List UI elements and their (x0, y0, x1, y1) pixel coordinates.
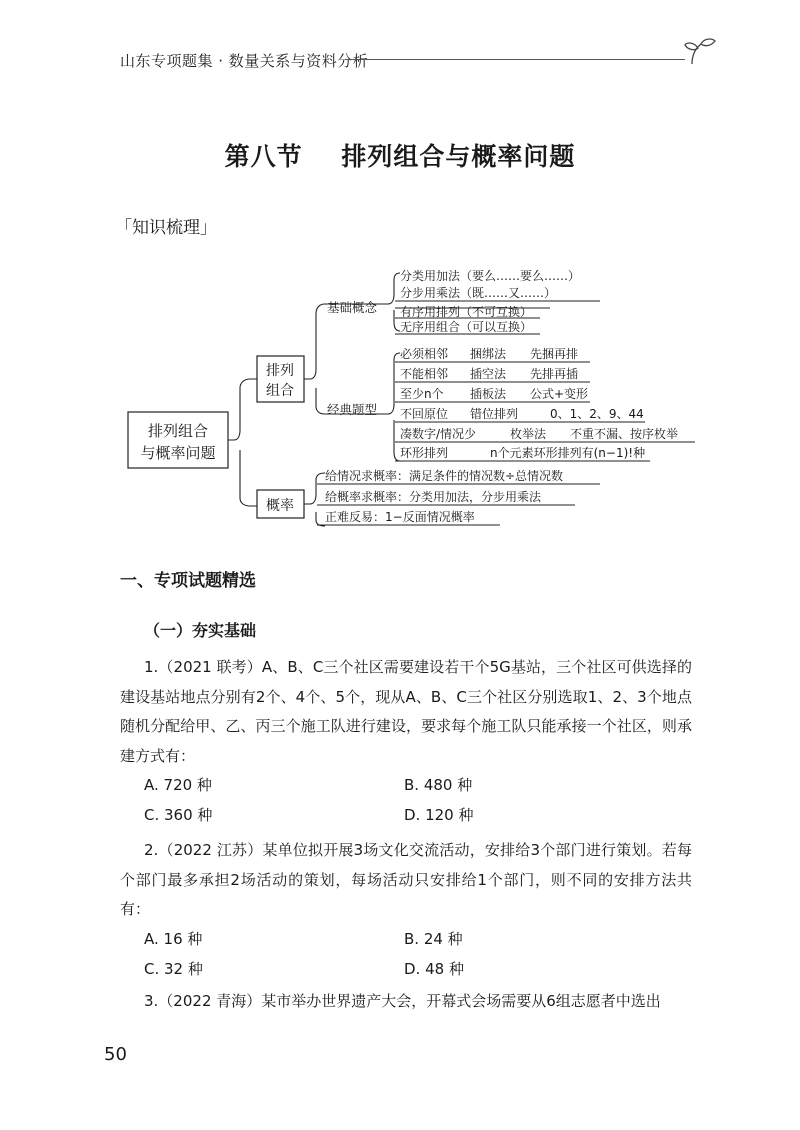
option-c: C. 32 种 (144, 959, 203, 978)
perm-brace (304, 304, 388, 414)
classic-row-4-col-1: 不回原位 (400, 407, 449, 421)
perm-label-1: 排列 (266, 363, 294, 379)
classic-rows (395, 346, 695, 461)
option-b: B. 480 种 (404, 776, 473, 794)
options-row (120, 925, 692, 955)
classic-row-2-col-1: 不能相邻 (400, 367, 449, 381)
perm-label-2: 组合 (266, 383, 294, 399)
classic-row-2-col-3: 先排再插 (530, 367, 579, 381)
classic-row-2-col-2: 插空法 (470, 367, 507, 381)
question-stem: 1.（2021 联考）A、B、C三个社区需要建设若干个5G基站，三个社区可供选择的建设基站地点分别有2个、4个、5个，现从A、B、C三个社区分别选取1、2、3个地点随机分配给甲、乙、丙三个施工队进行建设，要求每个施工队只能承接一个社区，则承建方式有： (120, 658, 692, 765)
root-label-2: 与概率问题 (140, 444, 216, 462)
knowledge-heading: 「知识梳理」 (115, 218, 217, 238)
classic-row-1-col-3: 先捆再排 (530, 347, 579, 361)
prob-item-3: 正难反易：1−反面情况概率 (325, 510, 475, 524)
basic-brace (388, 273, 400, 331)
options-row (120, 771, 692, 801)
classic-row-1-col-1: 必须相邻 (400, 347, 449, 361)
option-d: D. 48 种 (404, 959, 464, 978)
prob-item-2: 给概率求概率：分类用加法，分步用乘法 (325, 490, 542, 504)
question-1 (120, 653, 692, 831)
classic-row-3-col-2: 插板法 (470, 387, 507, 401)
running-header: 山东专项题集 · 数量关系与资料分析 (120, 52, 369, 70)
sprout-icon (684, 36, 718, 66)
prob-item-1: 给情况求概率：满足条件的情况数÷总情况数 (325, 469, 564, 483)
root-brace (228, 379, 257, 506)
prob-brace (304, 473, 325, 526)
part-heading: 一、专项试题精选 (120, 571, 256, 591)
question-stem: 2.（2022 江苏）某单位拟开展3场文化交流活动，安排给3个部门进行策划。若每个部门最多承担2场活动的策划，每场活动只安排给1个部门，则不同的安排方法共有： (120, 841, 692, 918)
option-a: A. 720 种 (144, 776, 212, 794)
basic-item-4: 无序用组合（可以互换） (400, 320, 533, 334)
header-rule (345, 59, 685, 60)
option-c: C. 360 种 (144, 806, 213, 824)
classic-row-5-col-1: 凑数字/情况少 (400, 427, 477, 441)
question-3 (120, 987, 692, 1017)
section-title: 第八节 排列组合与概率问题 (224, 142, 576, 171)
classic-row-1-col-2: 捆绑法 (470, 347, 507, 361)
classic-row-3-col-3: 公式+变形 (530, 387, 589, 401)
options-row (120, 955, 692, 985)
classic-label: 经典题型 (327, 402, 378, 417)
option-a: A. 16 种 (144, 929, 203, 948)
question-stem: 3.（2022 青海）某市举办世界遗产大会，开幕式会场需要从6组志愿者中选出 (144, 992, 661, 1010)
option-d: D. 120 种 (404, 806, 474, 824)
basic-label: 基础概念 (327, 300, 378, 315)
basic-item-3: 有序用排列（不可互换） (400, 305, 533, 319)
root-label-1: 排列组合 (147, 422, 209, 440)
classic-row-3-col-1: 至少n个 (400, 387, 444, 401)
options-row (120, 801, 692, 831)
classic-brace (388, 353, 400, 461)
classic-row-5-col-3: 不重不漏、按序枚举 (570, 427, 679, 441)
classic-row-5-col-2: 枚举法 (510, 427, 547, 441)
classic-row-6-col-2: n个元素环形排列有(n−1)!种 (490, 446, 646, 460)
question-2 (120, 836, 692, 985)
basic-item-1: 分类用加法（要么……要么……） (400, 269, 581, 283)
basic-item-2: 分步用乘法（既……又……） (400, 286, 557, 300)
classic-row-4-col-3: 0、1、2、9、44 (550, 407, 644, 421)
option-b: B. 24 种 (404, 929, 463, 948)
knowledge-mind-map (120, 262, 720, 532)
classic-row-4-col-2: 错位排列 (470, 407, 519, 421)
classic-row-6-col-1: 环形排列 (400, 446, 449, 460)
prob-label: 概率 (266, 498, 294, 514)
sub-heading: （一）夯实基础 (144, 621, 257, 640)
page-number: 50 (104, 1044, 127, 1065)
